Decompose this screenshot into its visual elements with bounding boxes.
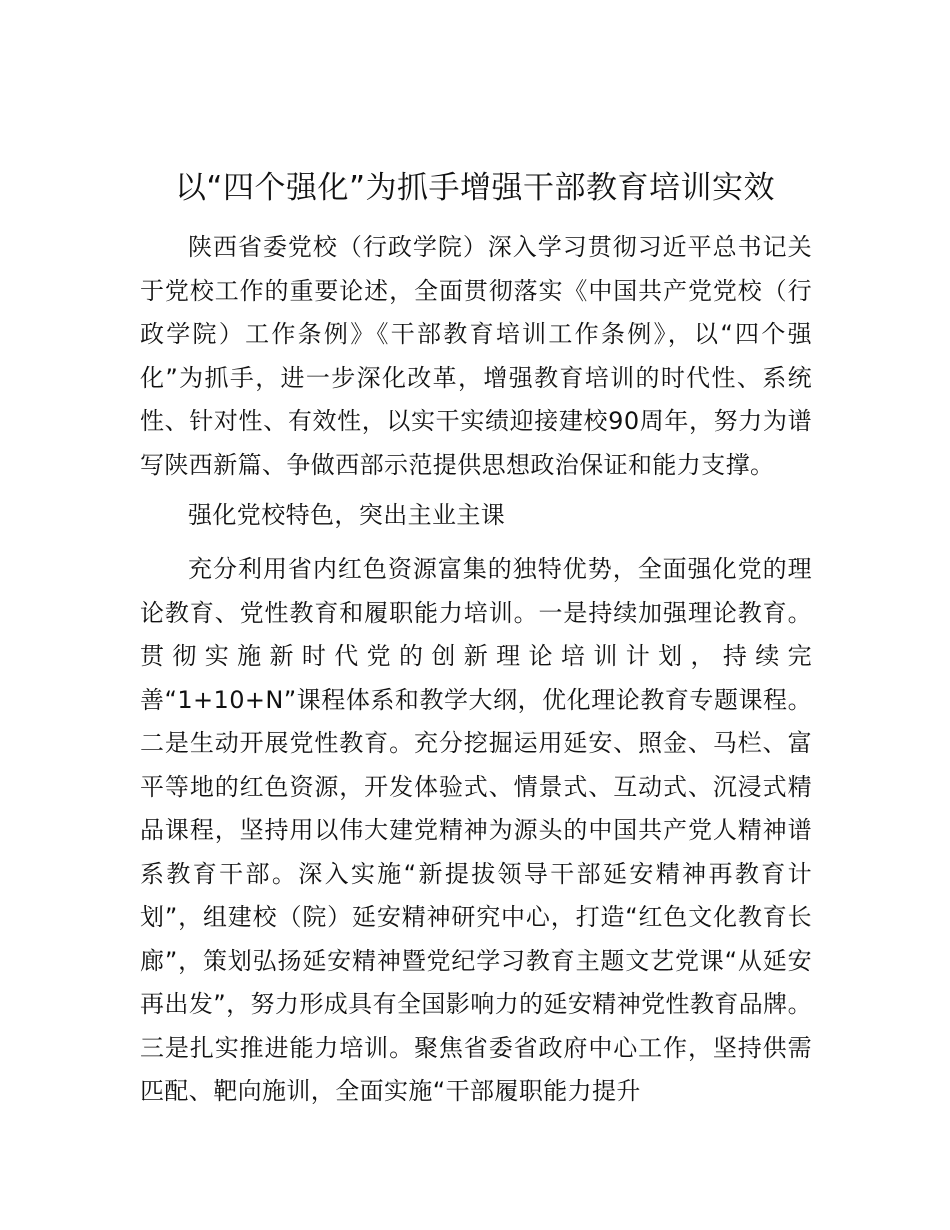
section-heading: 强化党校特色，突出主业主课 [188, 501, 506, 529]
document-title: 以“四个强化”为抓手增强干部教育培训实效 [174, 170, 776, 206]
body-paragraph: 充分利用省内红色资源富集的独特优势，全面强化党的理论教育、党性教育和履职能力培训。一是持续加强理论教育。贯彻实施新时代党的创新理论培训计划，持续完善“1+10+N”课程体系和教学大纲，优化理论教育专题课程。二是生动开展党性教育。充分挖掘运用延安、照金、马栏、富平等地的红色资源，开发体验式、情景式、互动式、沉浸式精品课程，坚持用以伟大建党精神为源头的中国共产党人精神谱系教育干部。深入实施“新提拔领导干部延安精神再教育计划”，组建校（院）延安精神研究中心，打造“红色文化教育长廊”，策划弘扬延安精神暨党纪学习教育主题文艺党课“从延安再出发”，努力形成具有全国影响力的延安精神党性教育品牌。三是扎实推进能力培训。聚焦省委省政府中心工作，坚持供需匹配、靶向施训，全面实施“干部履职能力提升 [140, 555, 812, 1105]
intro-paragraph: 陕西省委党校（行政学院）深入学习贯彻习近平总书记关于党校工作的重要论述，全面贯彻落实《中国共产党党校（行政学院）工作条例》《干部教育培训工作条例》，以“四个强化”为抓手，进一步深化改革，增强教育培训的时代性、系统性、针对性、有效性，以实干实绩迎接建校90周年，努力为谱写陕西新篇、争做西部示范提供思想政治保证和能力支撑。 [140, 233, 812, 479]
